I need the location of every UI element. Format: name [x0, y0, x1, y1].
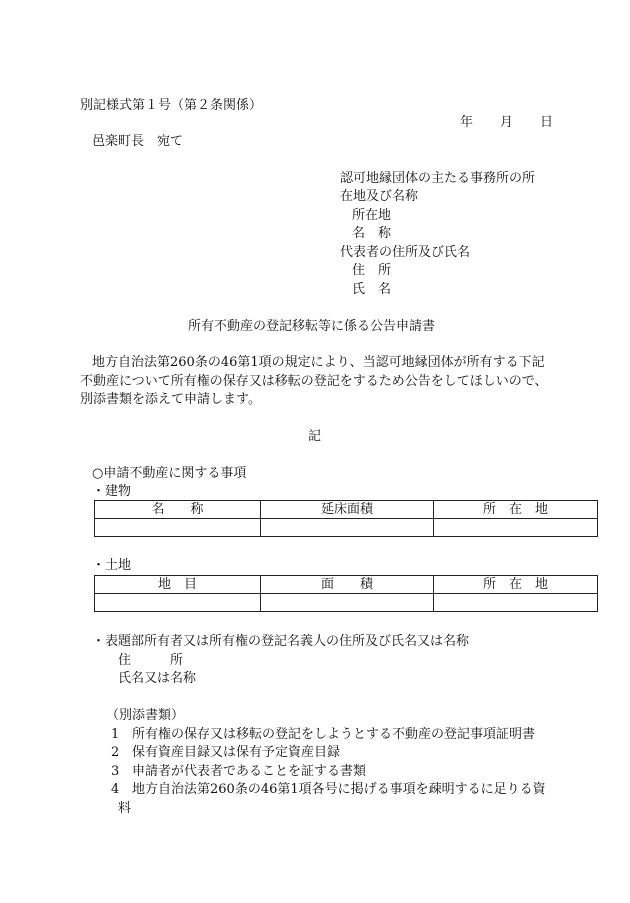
addressee: 邑楽町長 宛て: [92, 134, 184, 149]
attachment-1-text: 所有権の保存又は移転の登記をしようとする不動産の登記事項証明書: [132, 727, 536, 742]
land-table: [94, 575, 598, 612]
land-area-cell[interactable]: [261, 594, 434, 612]
ki-label: 記: [308, 429, 322, 444]
building-header-name: 名 称: [95, 501, 261, 519]
land-location-cell[interactable]: [434, 594, 598, 612]
attachment-4-text: 地方自治法第260条の46第1項各号に掲げる事項を疎明するに足りる資: [132, 782, 546, 797]
body-line-1: 地方自治法第260条の46第1項の規定により、当認可地縁団体が所有する下記: [92, 355, 545, 370]
land-header-location: 所 在 地: [434, 576, 598, 594]
land-category-cell[interactable]: [95, 594, 261, 612]
building-table: [94, 500, 598, 537]
attachment-3-text: 申請者が代表者であることを証する書類: [132, 764, 367, 779]
land-label: ・土地: [92, 558, 132, 573]
building-header-floor-area: 延床面積: [261, 501, 434, 519]
building-floor-area-cell[interactable]: [261, 519, 434, 537]
attachment-2-number: 2: [111, 745, 120, 760]
document-title: 所有不動産の登記移転等に係る公告申請書: [188, 319, 436, 334]
building-location-cell[interactable]: [434, 519, 598, 537]
representative-name-label: 氏 名: [352, 282, 392, 297]
body-line-3: 別添書類を添えて申請します。: [80, 392, 261, 407]
representative-label: 代表者の住所及び氏名: [340, 245, 471, 260]
applicant-org-line1: 認可地縁団体の主たる事務所の所: [340, 171, 536, 186]
attachment-4-number: 4: [111, 782, 120, 797]
land-header-area: 面 積: [261, 576, 434, 594]
building-header-location: 所 在 地: [434, 501, 598, 519]
applicant-org-line2: 在地及び名称: [340, 189, 419, 204]
building-input-row: [95, 519, 598, 537]
property-heading: ○申請不動産に関する事項: [92, 466, 247, 481]
land-input-row: [95, 594, 598, 612]
applicant-address-label: 所在地: [352, 208, 392, 223]
attachments-heading: （別添書類）: [106, 708, 185, 723]
building-label: ・建物: [92, 484, 132, 499]
building-name-cell[interactable]: [95, 519, 261, 537]
land-header-category: 地 目: [95, 576, 261, 594]
date-year-label: 年: [460, 115, 474, 130]
attachment-1-number: 1: [111, 727, 120, 742]
representative-address-label: 住 所: [352, 263, 392, 278]
attachment-3-number: 3: [111, 764, 120, 779]
date-month-label: 月: [500, 115, 514, 130]
owner-name-label: 氏名又は名称: [118, 671, 197, 686]
applicant-name-label: 名 称: [352, 226, 392, 241]
owner-address-label: 住 所: [118, 653, 184, 668]
form-number: 別記様式第１号（第２条関係）: [80, 98, 263, 113]
attachment-4-continuation: 料: [118, 801, 132, 816]
owner-heading: ・表題部所有者又は所有権の登記名義人の住所及び氏名又は名称: [92, 634, 470, 649]
building-header-row: [95, 501, 598, 519]
land-header-row: [95, 576, 598, 594]
body-line-2: 不動産について所有権の保存又は移転の登記をするため公告をしてほしいので、: [80, 374, 548, 389]
attachment-2-text: 保有資産目録又は保有予定資産目録: [132, 745, 341, 760]
date-day-label: 日: [540, 115, 554, 130]
